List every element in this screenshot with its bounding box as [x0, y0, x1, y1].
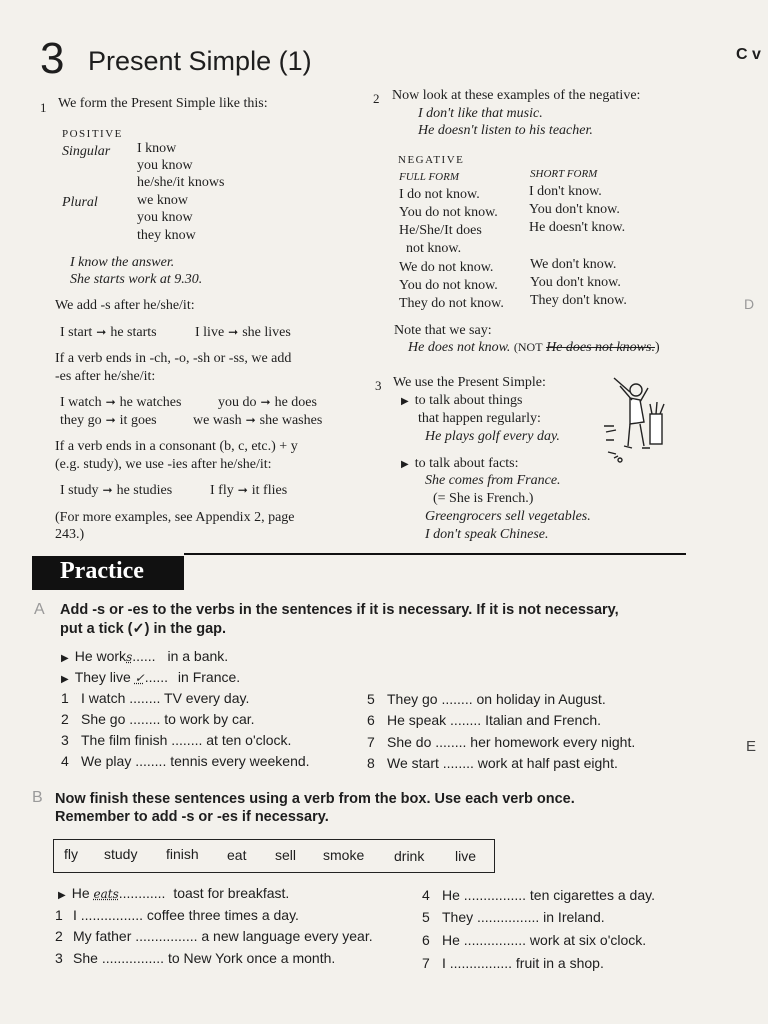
sentence-end: work at half past eight.: [477, 755, 618, 771]
answer-gap[interactable]: ................: [463, 887, 527, 903]
item-number: 1: [55, 907, 63, 923]
item-number: 7: [422, 955, 430, 971]
arrow-icon: ➞: [228, 325, 239, 339]
exercise-b-instruction: Remember to add -s or -es if necessary.: [55, 809, 329, 825]
appendix-note: (For more examples, see Appendix 2, page: [55, 510, 295, 525]
bullet-icon: ▶: [61, 653, 69, 664]
appendix-note: 243.): [55, 527, 85, 542]
full-form-label: FULL FORM: [399, 171, 459, 183]
third-person-verb: it goes: [119, 413, 157, 428]
third-person-verb: it flies: [251, 483, 288, 498]
example-pair: [210, 483, 287, 499]
exercise-a-item: [367, 691, 606, 707]
arrow-icon: ➞: [105, 413, 116, 427]
sentence-end: in Ireland.: [543, 909, 605, 925]
bullet-icon: ▶: [401, 459, 409, 470]
example-item: [58, 885, 289, 901]
item-number: 3: [61, 732, 69, 748]
practice-heading: Practice: [60, 558, 144, 584]
base-verb: you do: [218, 395, 257, 410]
exercise-b-item: [55, 907, 299, 923]
page-title: Present Simple (1): [88, 46, 312, 76]
full-form-cell: He/She/It does: [399, 223, 482, 238]
sentence-start: They go: [387, 691, 438, 707]
full-form-cell: You do not know.: [399, 205, 498, 220]
example-sentence: Greengrocers sell vegetables.: [425, 509, 591, 524]
example-sentence: I know the answer.: [70, 255, 175, 270]
note-not: (NOT: [513, 340, 543, 354]
negative-label: NEGATIVE: [398, 154, 465, 166]
arrow-icon: ➞: [237, 483, 248, 497]
section3-intro: We use the Present Simple:: [393, 375, 546, 390]
third-person-verb: she lives: [242, 325, 291, 340]
arrow-icon: ➞: [96, 325, 107, 339]
answer-gap[interactable]: ........: [442, 755, 474, 771]
third-person-verb: he watches: [119, 395, 182, 410]
sentence-end: to New York once a month.: [167, 950, 336, 966]
verb-box-word: eat: [227, 847, 247, 863]
answer-gap: ......: [144, 669, 169, 685]
verb-box-word: sell: [275, 847, 297, 863]
exercise-a-item: [61, 690, 249, 706]
section3-number: 3: [375, 378, 382, 393]
answer-gap[interactable]: ........: [171, 732, 203, 748]
sentence-start: She do: [387, 734, 432, 750]
answer-gap[interactable]: ................: [135, 928, 198, 944]
answer-gap[interactable]: ................: [80, 907, 144, 923]
sentence-start: I watch: [81, 690, 126, 706]
exercise-a-item: [61, 753, 310, 769]
third-person-verb: he studies: [116, 483, 173, 498]
sentence-start: We play: [81, 753, 132, 769]
short-form-cell: We don't know.: [530, 257, 617, 272]
example-sentence: He doesn't listen to his teacher.: [418, 123, 593, 138]
example-sentence: She comes from France.: [425, 473, 561, 488]
full-form-cell: We do not know.: [399, 260, 494, 275]
exercise-a-letter: A: [34, 601, 45, 618]
exercise-b-item: [55, 950, 335, 966]
section2-number: 2: [373, 91, 380, 106]
verb-box-word: smoke: [323, 847, 365, 863]
singular-label: Singular: [62, 144, 111, 159]
sentence-end: a new language every year.: [201, 928, 373, 944]
section2-intro: Now look at these examples of the negative:: [392, 88, 641, 103]
section1-intro: We form the Present Simple like this:: [58, 96, 268, 111]
sentence-start: My father: [73, 928, 132, 944]
base-verb: I fly: [210, 483, 234, 498]
plural-form: you know: [137, 210, 193, 225]
use-text: that happen regularly:: [418, 411, 541, 426]
item-number: 6: [422, 932, 430, 948]
example-pair: [60, 395, 181, 411]
bullet-icon: ▶: [401, 396, 409, 407]
es-rule: If a verb ends in -ch, -o, -sh or -ss, we add: [55, 351, 292, 366]
example-sentence: I don't speak Chinese.: [425, 527, 549, 542]
singular-form: you know: [137, 158, 193, 173]
example-answer: ✓: [134, 671, 145, 685]
item-number: 2: [61, 711, 69, 727]
example-pair: [60, 325, 157, 341]
exercise-a-item: [367, 755, 618, 771]
short-form-cell: I don't know.: [529, 184, 602, 199]
full-form-cell: They do not know.: [399, 296, 504, 311]
base-verb: I live: [195, 325, 225, 340]
base-verb: they go: [60, 413, 102, 428]
answer-gap[interactable]: ................: [477, 909, 540, 925]
base-verb: I study: [60, 483, 99, 498]
note-example: He does not know.: [408, 340, 511, 355]
item-number: 2: [55, 928, 63, 944]
answer-gap[interactable]: ................: [101, 950, 165, 966]
third-person-verb: he starts: [110, 325, 157, 340]
third-person-verb: he does: [274, 395, 317, 410]
arrow-icon: ➞: [260, 395, 271, 409]
edge-letter-d: D: [744, 296, 755, 312]
exercise-a-instruction: Add -s or -es to the verbs in the sentences if it is necessary. If it is not necessary,: [60, 602, 619, 618]
item-number: 4: [61, 753, 69, 769]
example-sentence: She starts work at 9.30.: [70, 272, 203, 287]
note-wrong-example: He does not knows.: [546, 340, 655, 355]
sentence-end: in a bank.: [167, 648, 229, 664]
example-item: [61, 648, 228, 664]
sentence-end: Italian and French.: [485, 712, 602, 728]
bullet-icon: ▶: [58, 890, 66, 901]
exercise-b-item: [422, 932, 646, 948]
example-answer: s: [126, 650, 133, 664]
short-form-cell: You don't know.: [529, 202, 620, 217]
item-number: 1: [61, 690, 69, 706]
sentence-start: He: [442, 887, 460, 903]
sentence-end: toast for breakfast.: [173, 885, 290, 901]
exercise-a-item: [61, 711, 255, 727]
use-item: [401, 456, 519, 472]
exercise-a-item: [367, 734, 635, 750]
full-form-cell: I do not know.: [399, 187, 480, 202]
answer-gap[interactable]: ........: [435, 734, 467, 750]
answer-gap[interactable]: ........: [129, 690, 161, 706]
base-verb: I watch: [60, 395, 102, 410]
sentence-end: in France.: [177, 669, 241, 685]
add-s-rule: We add -s after he/she/it:: [55, 298, 195, 313]
short-form-cell: He doesn't know.: [529, 220, 626, 235]
sentence-end: TV every day.: [164, 690, 250, 706]
sentence-start: He work: [74, 648, 127, 664]
item-number: 7: [367, 734, 375, 750]
sentence-end: tennis every weekend.: [170, 753, 310, 769]
verb-box-word: live: [455, 848, 477, 864]
singular-form: he/she/it knows: [137, 175, 225, 190]
arrow-icon: ➞: [105, 395, 116, 409]
answer-gap[interactable]: ........: [129, 711, 161, 727]
arrow-icon: ➞: [102, 483, 113, 497]
sentence-start: I: [73, 907, 77, 923]
ies-rule: If a verb ends in a consonant (b, c, etc.) + y: [55, 439, 298, 454]
practice-divider: [184, 553, 686, 555]
sentence-end: on holiday in August.: [476, 691, 606, 707]
answer-gap[interactable]: ................: [449, 955, 513, 971]
use-text: to talk about things: [414, 393, 523, 408]
sentence-end: coffee three times a day.: [146, 907, 299, 923]
sentence-end: her homework every night.: [470, 734, 636, 750]
answer-gap[interactable]: ................: [463, 932, 527, 948]
sentence-end: to work by car.: [164, 711, 255, 727]
example-sentence: He plays golf every day.: [425, 429, 560, 444]
sentence-start: He: [442, 932, 460, 948]
positive-label: POSITIVE: [62, 128, 123, 140]
es-rule: -es after he/she/it:: [55, 369, 156, 384]
verb-box-word: fly: [64, 846, 78, 862]
example-pair: [60, 483, 172, 499]
base-verb: I start: [60, 325, 93, 340]
exercise-b-item: [422, 887, 655, 903]
short-form-label: SHORT FORM: [530, 168, 598, 180]
item-number: 5: [367, 691, 375, 707]
sentence-start: The film finish: [81, 732, 168, 748]
exercise-a-item: [61, 732, 291, 748]
example-pair: [193, 413, 322, 429]
example-item: [61, 669, 240, 685]
short-form-cell: You don't know.: [530, 275, 621, 290]
golfer-illustration: [600, 370, 678, 470]
sentence-start: I: [442, 955, 446, 971]
use-text: to talk about facts:: [414, 456, 519, 471]
sentence-start: He speak: [387, 712, 447, 728]
third-person-verb: she washes: [259, 413, 323, 428]
base-verb: we wash: [193, 413, 242, 428]
short-form-cell: They don't know.: [530, 293, 627, 308]
use-item: [401, 393, 522, 409]
full-form-cell: not know.: [406, 241, 462, 256]
section1-number: 1: [40, 100, 47, 115]
answer-gap: ............: [118, 885, 166, 901]
answer-gap[interactable]: ........: [441, 691, 473, 707]
answer-gap[interactable]: ........: [135, 753, 167, 769]
exercise-b-letter: B: [32, 789, 43, 806]
item-number: 6: [367, 712, 375, 728]
exercise-b-item: [422, 955, 604, 971]
item-number: 4: [422, 887, 430, 903]
note-label: Note that we say:: [394, 323, 492, 338]
item-number: 5: [422, 909, 430, 925]
example-sentence: I don't like that music.: [418, 106, 543, 121]
verb-box-word: study: [104, 846, 138, 862]
item-number: 3: [55, 950, 63, 966]
sentence-start: They: [442, 909, 474, 925]
full-form-cell: You do not know.: [399, 278, 498, 293]
sentence-start: She go: [81, 711, 126, 727]
sentence-end: ten cigarettes a day.: [529, 887, 655, 903]
unit-number: 3: [40, 34, 65, 83]
exercise-a-item: [367, 712, 601, 728]
example-answer: eats: [93, 887, 119, 901]
sentence-end: at ten o'clock.: [206, 732, 292, 748]
example-pair: [195, 325, 291, 341]
answer-gap: ......: [132, 648, 156, 664]
sentence-start: She: [73, 950, 98, 966]
exercise-b-instruction: Now finish these sentences using a verb from the box. Use each verb once.: [55, 791, 575, 807]
note-example-line: [408, 340, 660, 356]
sentence-end: fruit in a shop.: [515, 955, 604, 971]
edge-letters-top: C v: [736, 46, 761, 63]
example-pair: [60, 413, 157, 429]
verb-box-word: finish: [166, 846, 199, 862]
arrow-icon: ➞: [245, 413, 256, 427]
answer-gap[interactable]: ........: [450, 712, 482, 728]
example-sentence: (= She is French.): [433, 491, 534, 506]
bullet-icon: ▶: [61, 674, 69, 685]
singular-form: I know: [137, 141, 177, 156]
plural-label: Plural: [62, 195, 98, 210]
note-close: ): [654, 340, 660, 355]
sentence-end: work at six o'clock.: [529, 932, 647, 948]
ies-rule: (e.g. study), we use -ies after he/she/it:: [55, 457, 272, 472]
plural-form: they know: [137, 228, 196, 243]
example-pair: [218, 395, 317, 411]
exercise-b-item: [55, 928, 373, 944]
exercise-a-instruction: put a tick (✓) in the gap.: [60, 621, 227, 637]
edge-letter-e: E: [746, 738, 757, 755]
sentence-start: He: [71, 885, 90, 901]
exercise-b-item: [422, 909, 605, 925]
plural-form: we know: [137, 193, 188, 208]
sentence-start: We start: [387, 755, 439, 771]
item-number: 8: [367, 755, 375, 771]
verb-box-word: drink: [394, 848, 425, 864]
sentence-start: They live: [74, 669, 131, 685]
